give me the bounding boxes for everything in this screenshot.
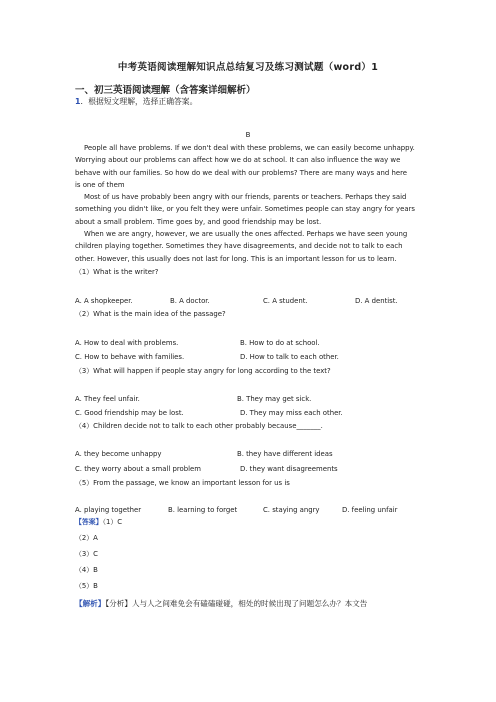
document-title: 中考英语阅读理解知识点总结复习及练习测试题（word）1 <box>117 62 379 73</box>
option-5b: B. learning to forget <box>168 506 238 514</box>
question-stem-4: （4）Children decide not to talk to each other probably because_______. <box>75 422 323 430</box>
option-2a: A. How to deal with problems. <box>75 339 179 347</box>
paragraph-line: is one of them <box>75 180 125 189</box>
paragraph-line: children playing together. Sometimes they have disagreements, and decide not to talk to each <box>75 242 403 251</box>
option-4c: C. they worry about a small problem <box>75 465 201 473</box>
passage-paragraph-3 <box>75 228 424 265</box>
question-stem-5: （5）From the passage, we know an important lesson for us is <box>75 479 290 487</box>
option-3b: B. They may get sick. <box>237 395 312 403</box>
paragraph-line: something you didn't like, or you felt they were unfair. Sometimes people can stay angry for years <box>75 205 416 214</box>
paragraph-line: When we are angry, however, we are usually the ones affected. Perhaps we have seen young <box>84 230 408 238</box>
paragraph-line: about a small problem. Time goes by, and good friendship may be lost. <box>75 217 322 226</box>
passage-paragraph-2 <box>75 191 424 228</box>
option-2b: B. How to do at school. <box>240 339 320 347</box>
option-1c: C. A student. <box>263 297 308 305</box>
question-stem-1: （1）What is the writer? <box>75 268 159 276</box>
section-heading: 一、初三英语阅读理解（含答案详细解析） <box>75 85 256 96</box>
answer-item: （4）B <box>75 566 98 574</box>
instruction-text: ．根据短文理解，选择正确答案。 <box>80 97 198 106</box>
answer-tag: 【答案】 <box>75 518 103 526</box>
option-1b: B. A doctor. <box>170 297 210 305</box>
analysis-line <box>75 600 367 608</box>
question-stem-3: （3）What will happen if people stay angry for long according to the text? <box>75 367 331 375</box>
option-1a: A. A shopkeeper. <box>75 297 133 305</box>
paragraph-line: Worrying about our problems can affect how we do at school. It can also influence the way we <box>75 156 401 165</box>
option-5d: D. feeling unfair <box>342 506 398 514</box>
option-4a: A. they become unhappy <box>75 450 162 458</box>
question-number: 1 <box>75 97 81 106</box>
answer-item: （2）A <box>75 534 98 542</box>
question-stem-2: （2）What is the main idea of the passage? <box>75 310 226 318</box>
paragraph-line: behave with our families. So how do we deal with our problems? There are many ways and here <box>75 168 408 177</box>
option-3c: C. Good friendship may be lost. <box>75 409 184 417</box>
passage-label: B <box>245 131 251 139</box>
answer-line <box>75 519 122 526</box>
paragraph-line: other. However, this usually does not last for long. This is an important lesson for us to learn. <box>75 254 397 263</box>
option-3d: D. They may miss each other. <box>240 409 343 417</box>
option-3a: A. They feel unfair. <box>75 395 140 403</box>
option-2c: C. How to behave with families. <box>75 353 185 361</box>
option-5c: C. staying angry <box>263 506 320 514</box>
analysis-tag: 【解析】 <box>75 599 106 608</box>
paragraph-line: Most of us have probably been angry with our friends, parents or teachers. Perhaps they said <box>84 193 407 201</box>
option-4d: D. they want disagreements <box>240 465 338 473</box>
option-2d: D. How to talk to each other. <box>240 353 339 361</box>
option-1d: D. A dentist. <box>355 297 398 305</box>
answer-item: （5）B <box>75 582 98 590</box>
option-4b: B. they have different ideas <box>237 450 333 458</box>
paragraph-line: People all have problems. If we don't deal with these problems, we can easily become unhappy. <box>84 144 415 152</box>
passage-paragraph-1 <box>75 142 424 191</box>
answer-item: （1）C <box>102 518 123 526</box>
instruction-line <box>75 98 197 106</box>
answer-item: （3）C <box>75 550 98 558</box>
analysis-text: 【分析】人与人之间难免会有磕磕碰碰，相处的时候出现了问题怎么办？本文告 <box>105 599 368 608</box>
option-5a: A. playing together <box>75 506 142 514</box>
